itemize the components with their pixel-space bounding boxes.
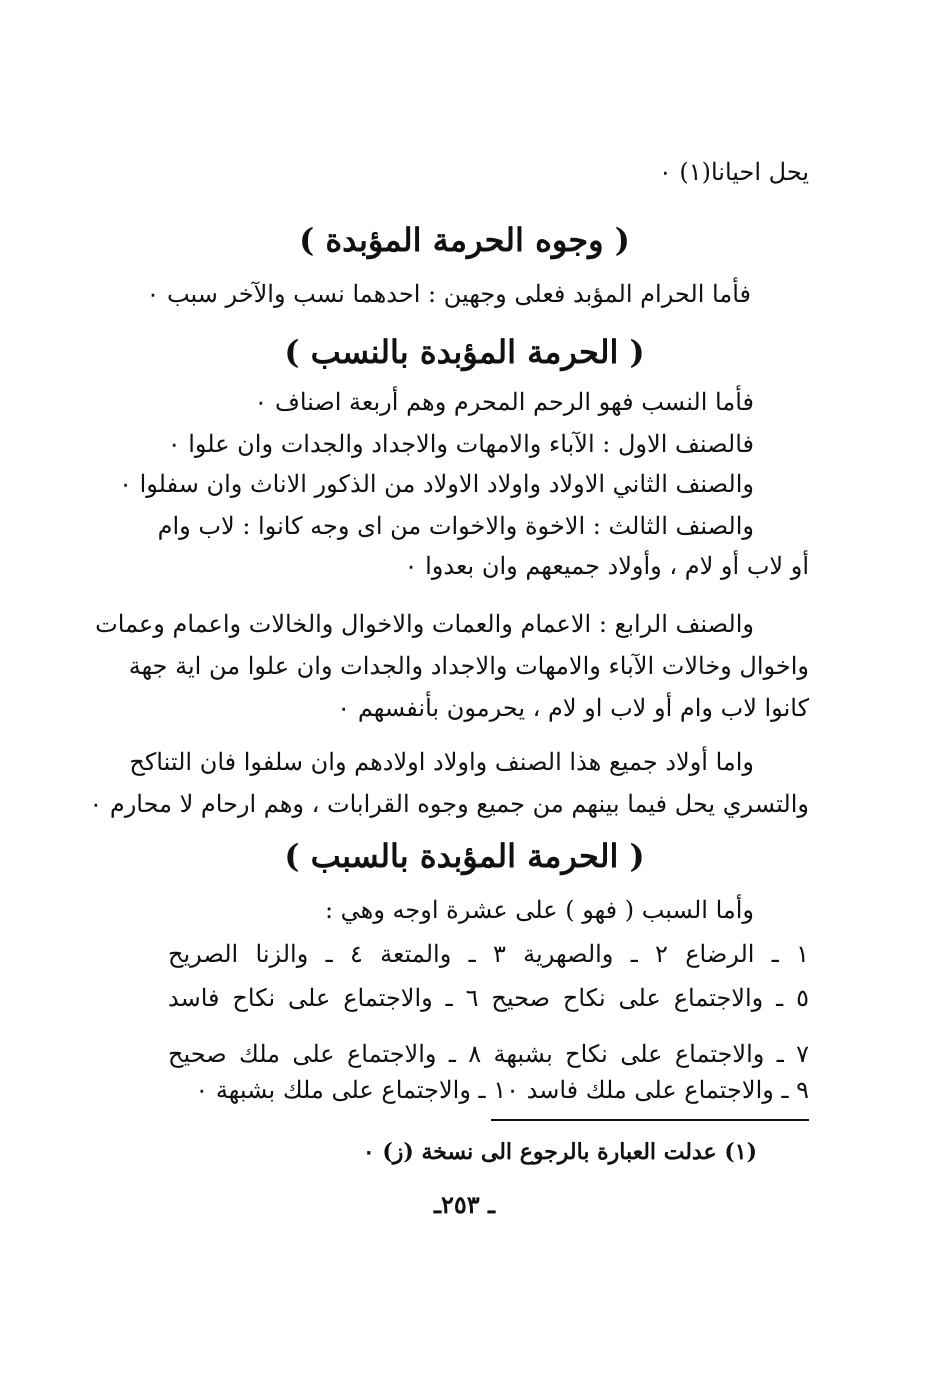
cause-line-2: ١ ـ الرضاع ٢ ـ والصهرية ٣ ـ والمتعة ٤ ـ والزنا الصريح [168,940,809,968]
lineage-line-2: فالصنف الاول : الآباء والامهات والاجداد والجدات وان علوا ٠ [167,430,754,458]
page-number: ـ ٢٥٣ـ [433,1190,496,1219]
descendants-line-1: واما أولاد جميع هذا الصنف واولاد اولادهم وان سلفوا فان التناكح [129,748,754,776]
heading-eternal-prohibition: ( وجوه الحرمة المؤبدة ) [299,221,630,259]
heading-prohibition-by-lineage: ( الحرمة المؤبدة بالنسب ) [284,333,645,371]
lineage-line-4: والصنف الثالث : الاخوة والاخوات من اى وجه كانوا : لاب وام [157,512,754,540]
descendants-line-2: والتسري يحل فيما بينهم من جميع وجوه القرابات ، وهم ارحام لا محارم ٠ [89,790,809,818]
heading-prohibition-by-cause: ( الحرمة المؤبدة بالسبب ) [284,837,645,875]
lineage-line-1: فأما النسب فهو الرحم المحرم وهم أربعة اصناف ٠ [254,388,754,416]
cause-line-1: وأما السبب ( فهو ) على عشرة اوجه وهي : [324,896,754,924]
fourth-class-line-1: والصنف الرابع : الاعمام والعمات والاخوال والخالات واعمام وعمات [95,610,754,638]
lineage-line-3: والصنف الثاني الاولاد واولاد الاولاد من الذكور الاناث وان سفلوا ٠ [119,470,754,498]
fourth-class-line-3: كانوا لاب وام أو لاب او لام ، يحرمون بأنفسهم ٠ [337,694,809,722]
footnote: (١) عدلت العبارة بالرجوع الى نسخة (ز) ٠ [362,1139,757,1165]
lineage-line-5: أو لاب أو لام ، وأولاد جميعهم وان بعدوا ٠ [404,552,809,580]
cause-line-5: ٩ ـ والاجتماع على ملك فاسد ١٠ ـ والاجتماع على ملك بشبهة ٠ [195,1076,809,1104]
fourth-class-line-2: واخوال وخالات الآباء والامهات والاجداد والجدات وان علوا من اية جهة [128,652,809,680]
intro-paragraph: فأما الحرام المؤبد فعلى وجهين : احدهما نسب والآخر سبب ٠ [146,280,751,308]
cause-line-3: ٥ ـ والاجتماع على نكاح صحيح ٦ ـ والاجتماع على نكاح فاسد [168,984,809,1012]
cause-line-4: ٧ ـ والاجتماع على نكاح بشبهة ٨ ـ والاجتماع على ملك صحيح [168,1040,810,1068]
footnote-divider [491,1119,809,1121]
top-line: يحل احيانا(١) ٠ [658,158,809,186]
